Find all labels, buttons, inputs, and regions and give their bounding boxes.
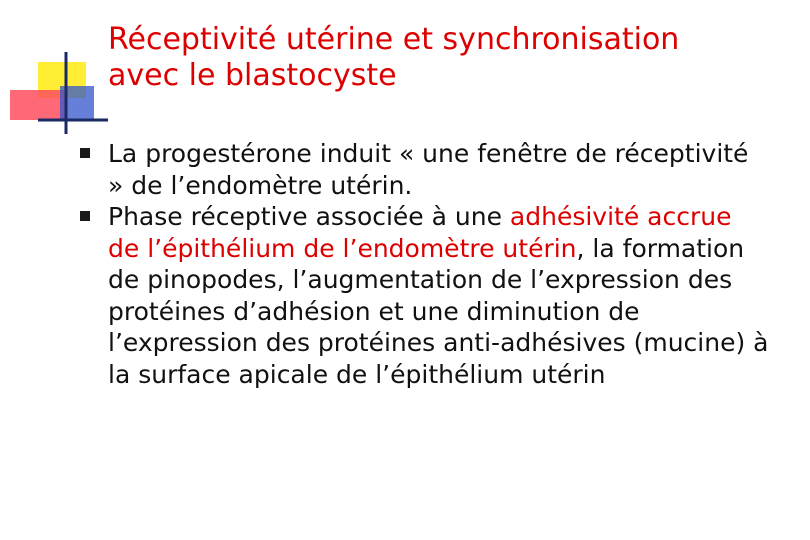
slide-title bbox=[108, 22, 788, 94]
decorative-squares-logo bbox=[0, 0, 110, 140]
square-bullet-icon bbox=[80, 211, 90, 221]
square-bullet-icon bbox=[80, 148, 90, 158]
bullet-2-highlight: adhésivité accrue de l’épithélium de l’endomètre utérin bbox=[108, 202, 732, 263]
bullet-item-1 bbox=[80, 138, 770, 201]
title-line-1: Réceptivité utérine et synchronisation bbox=[108, 22, 680, 57]
title-line-2: avec le blastocyste bbox=[108, 58, 397, 93]
bullet-2-text-start: Phase réceptive associée à une bbox=[108, 202, 510, 231]
bullet-list bbox=[80, 138, 770, 390]
bullet-item-2 bbox=[80, 201, 770, 390]
bullet-2-text-end: , la formation de pinopodes, l’augmentation de l’expression des protéines d’adhésion et une diminution de l’expression des protéines anti-adhésives (mucine) à la surface apicale de l’épithélium utérin bbox=[108, 233, 769, 389]
logo-red-square bbox=[10, 90, 66, 120]
bullet-1-text: La progestérone induit « une fenêtre de réceptivité » de l’endomètre utérin. bbox=[108, 139, 749, 200]
